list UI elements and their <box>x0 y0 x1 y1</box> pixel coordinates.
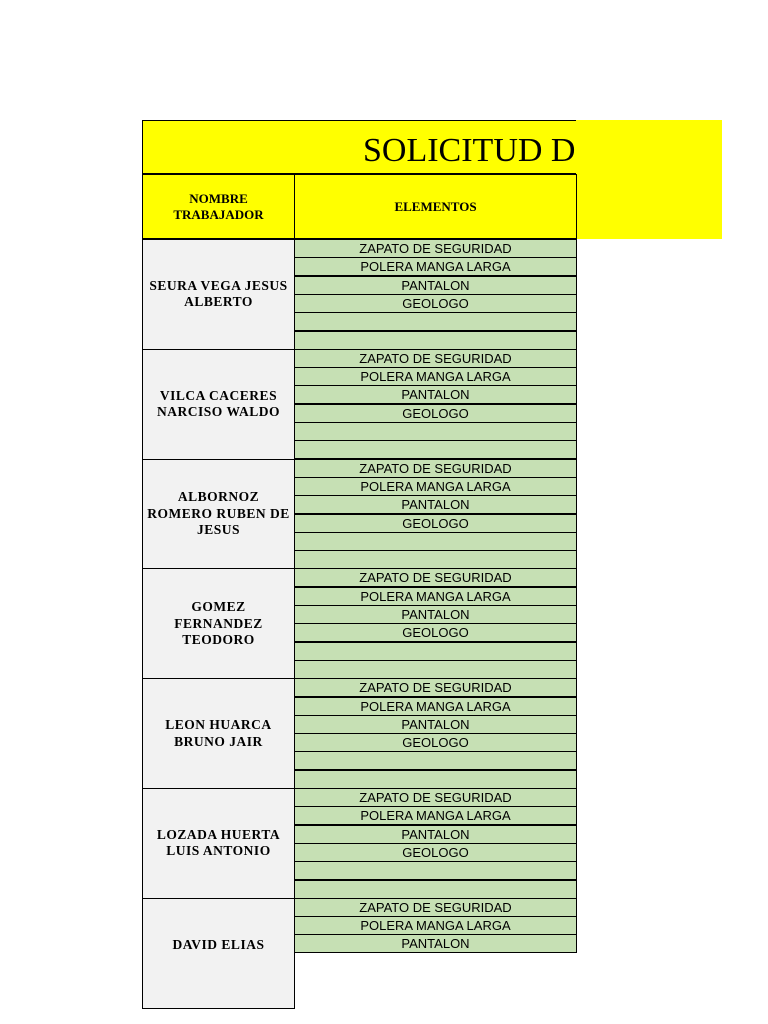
element-cell[interactable]: PANTALON <box>294 934 577 953</box>
element-cell[interactable]: ZAPATO DE SEGURIDAD <box>294 568 577 587</box>
element-cell[interactable]: ZAPATO DE SEGURIDAD <box>294 349 577 368</box>
element-cell[interactable]: GEOLOGO <box>294 733 577 752</box>
header-elementos[interactable]: ELEMENTOS <box>294 174 577 239</box>
page-title: SOLICITUD D <box>363 132 576 169</box>
element-cell[interactable]: PANTALON <box>294 385 577 404</box>
element-cell[interactable]: POLERA MANGA LARGA <box>294 916 577 935</box>
element-cell[interactable]: POLERA MANGA LARGA <box>294 367 577 386</box>
element-cell[interactable]: ZAPATO DE SEGURIDAD <box>294 678 577 697</box>
element-cell[interactable]: POLERA MANGA LARGA <box>294 477 577 496</box>
element-cell[interactable]: GEOLOGO <box>294 294 577 313</box>
worker-name-cell[interactable]: LOZADA HUERTA LUIS ANTONIO <box>142 788 295 899</box>
element-cell[interactable]: GEOLOGO <box>294 514 577 533</box>
element-cell[interactable]: ZAPATO DE SEGURIDAD <box>294 459 577 478</box>
worker-name-cell[interactable]: DAVID ELIAS <box>142 898 295 1009</box>
element-cell[interactable]: PANTALON <box>294 605 577 624</box>
element-cell[interactable]: ZAPATO DE SEGURIDAD <box>294 788 577 807</box>
element-cell[interactable] <box>294 550 577 569</box>
worker-name-cell[interactable]: GOMEZ FERNANDEZ TEODORO <box>142 568 295 679</box>
worker-name-cell[interactable]: VILCA CACERES NARCISO WALDO <box>142 349 295 460</box>
element-cell[interactable] <box>294 440 577 459</box>
header-nombre-trabajador[interactable]: NOMBRE TRABAJADOR <box>142 174 295 239</box>
element-cell[interactable] <box>294 861 577 880</box>
element-cell[interactable] <box>294 770 577 789</box>
element-cell[interactable]: PANTALON <box>294 825 577 844</box>
element-cell[interactable]: PANTALON <box>294 495 577 514</box>
element-cell[interactable]: GEOLOGO <box>294 623 577 642</box>
element-cell[interactable]: POLERA MANGA LARGA <box>294 806 577 825</box>
worker-name-cell[interactable]: ALBORNOZ ROMERO RUBEN DE JESUS <box>142 459 295 570</box>
element-cell[interactable] <box>294 660 577 679</box>
element-cell[interactable] <box>294 751 577 770</box>
element-cell[interactable] <box>294 880 577 899</box>
element-cell[interactable]: POLERA MANGA LARGA <box>294 587 577 606</box>
element-cell[interactable]: PANTALON <box>294 715 577 734</box>
element-cell[interactable]: POLERA MANGA LARGA <box>294 257 577 276</box>
element-cell[interactable]: GEOLOGO <box>294 843 577 862</box>
worker-name-cell[interactable]: LEON HUARCA BRUNO JAIR <box>142 678 295 789</box>
element-cell[interactable]: ZAPATO DE SEGURIDAD <box>294 898 577 917</box>
worker-name-cell[interactable]: SEURA VEGA JESUS ALBERTO <box>142 239 295 350</box>
element-cell[interactable]: GEOLOGO <box>294 404 577 423</box>
element-cell[interactable]: POLERA MANGA LARGA <box>294 697 577 716</box>
element-cell[interactable]: ZAPATO DE SEGURIDAD <box>294 239 577 258</box>
element-cell[interactable]: PANTALON <box>294 276 577 295</box>
element-cell[interactable] <box>294 312 577 331</box>
element-cell[interactable] <box>294 532 577 551</box>
element-cell[interactable] <box>294 331 577 350</box>
title-cell[interactable] <box>142 120 576 174</box>
element-cell[interactable] <box>294 422 577 441</box>
element-cell[interactable] <box>294 642 577 661</box>
